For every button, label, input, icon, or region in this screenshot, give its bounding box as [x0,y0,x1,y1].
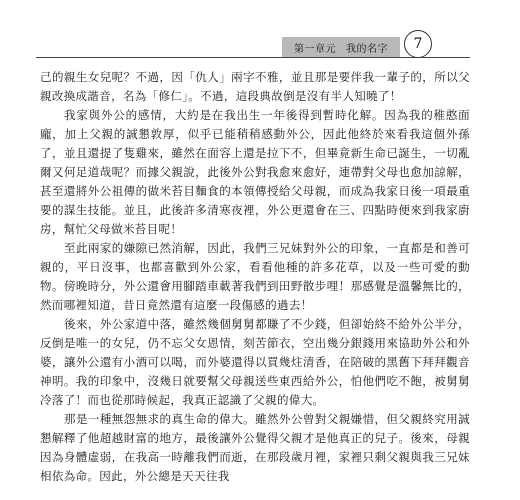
chapter-title: 我的名字 [346,43,388,55]
paragraph: 我家與外公的感情，大約是在我出生一年後得到暫時化解。因為我的稚憨面龐，加上父親的誠懇敦厚，似乎已能稍稍感動外公，因此他終於來看我這個外孫了，並且還提了隻雞來，雖然在面容上還是拉下不，但畢竟新生命已誕生，一切亂爾又何足道哉呢？而據父親說，此後外公對我愈來愈好，連帶對父母也愈加諒解，甚至還將外公祖傳的做米苔目麵食的本領傳授給父母親，而成為我家日後一項最重要的謀生技能。並且，此後許多清寒夜裡，外公更還會在三、四點時便來到我家廚房，幫忙父母做米苔目呢！ [40,108,470,236]
header-rule [36,57,470,58]
body-text [40,68,470,486]
chapter-label: 第一章元 [294,43,336,55]
paragraph: 後來，外公家道中落，雖然幾個舅舅都賺了不少錢，但卻始終不給外公半分，反倒是唯一的女兒，仍不忘父女恩情，刻苦節衣，空出幾分銀錢用來協助外公和外婆，讓外公還有小酒可以喝，而外婆還得以買幾炷清香，在陪破的黑舊下拜拜觀音神明。我的印象中，沒幾日就要幫父母親送些東西給外公，怕他們吃不飽，被舅舅冷落了！而也從那時候起，我真正認識了父親的偉大。 [40,317,470,407]
paragraph: 至此兩家的嫌隙已然消解，因此，我們三兄妹對外公的印象，一直都是和善可親的，平日沒事，也都喜歡到外公家，看看他種的許多花草，以及一些可愛的動物。傍晚時分，外公還會用腳踏車載著我們到田野散步哩！那感覺是溫馨無比的，然而哪裡知道，昔日竟然還有這麼一段傷感的過去！ [40,241,470,312]
running-header [282,37,400,57]
page-number: 7 [404,30,432,58]
paragraph-continued: 己的親生女兒呢？不過，因「仇人」兩字不雅，並且那是要伴我一輩子的，所以父親改換成諧音，名為「修仁」。不過，這段典故倒是沒有半人知曉了！ [40,70,470,103]
paragraph: 那是一種無怨無求的真生命的偉大。雖然外公曾對父親嫌惜，但父親終究用誠懇解釋了他超越財富的地方，最後讓外公覺得父親才是他真正的兒子。後來，母親因為身體虛弱，在我高一時離我們而逝，在那段歲月裡，家裡只剩父親與我三兄妹相依為命。因此，外公總是天天往我 [40,412,470,483]
